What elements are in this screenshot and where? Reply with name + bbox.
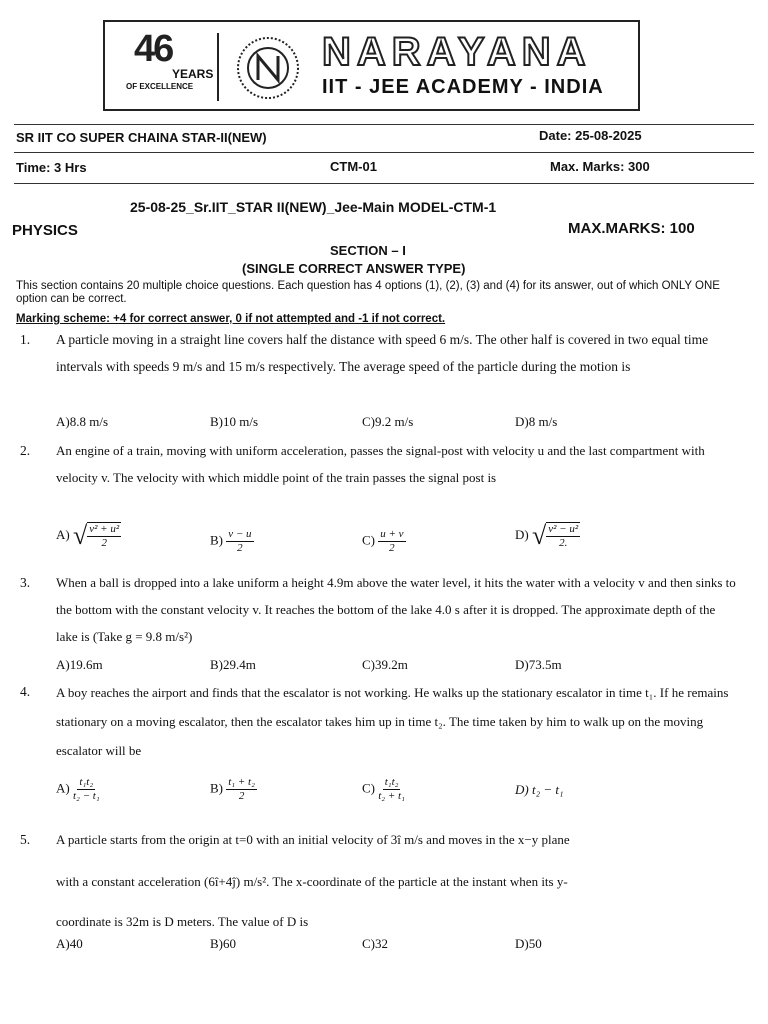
option-d: D)50 bbox=[515, 936, 542, 951]
question-text-line-3: coordinate is 32m is D meters. The value of D is bbox=[56, 914, 309, 929]
question-2 bbox=[20, 437, 738, 517]
option-a: A) √ $\frac{\text{v² + u²}}{2}$ bbox=[56, 521, 120, 550]
option-c: C)9.2 m/s bbox=[362, 414, 414, 429]
option-b: B)60 bbox=[210, 936, 236, 951]
question-text-line-2: with a constant acceleration (6î+4ĵ) m/s². The x-coordinate of the particle at the instant when its y- bbox=[56, 874, 568, 889]
option-a: A) $\frac{\text{t₁t₂}}{\text{t₂ − t₁}}$ bbox=[56, 776, 100, 802]
divider-line bbox=[14, 152, 754, 153]
fraction-denominator: 2 bbox=[238, 790, 245, 802]
question-4 bbox=[20, 678, 738, 768]
option-a: A)19.6m bbox=[56, 657, 103, 672]
option-d: D) √ $\frac{\text{v² − u²}}{2.}$ bbox=[515, 521, 579, 550]
brand-name: NARAYANA bbox=[322, 30, 592, 74]
option-c: C)32 bbox=[362, 936, 388, 951]
question-text: A particle moving in a straight line covers half the distance with speed 6 m/s. The other half is covered in two equal time intervals with speeds 9 m/s and 15 m/s respectively. The average speed of the particle during the motion is bbox=[56, 332, 709, 374]
fraction-numerator: v² + u² bbox=[89, 523, 120, 535]
question-number: 4. bbox=[20, 684, 31, 699]
option-b: B) $\frac{v - u}{2}$ bbox=[210, 528, 252, 554]
option-d: D)8 m/s bbox=[515, 414, 558, 429]
fraction-denominator: 2 bbox=[101, 537, 107, 549]
fraction-numerator: t₁t₂ bbox=[384, 776, 399, 788]
fraction-denominator: 2. bbox=[559, 537, 568, 549]
option-a: A)40 bbox=[56, 936, 83, 951]
option-c: C)39.2m bbox=[362, 657, 408, 672]
subject-name: PHYSICS bbox=[12, 222, 78, 239]
marking-scheme: Marking scheme: +4 for correct answer, 0 if not attempted and -1 if not correct. bbox=[16, 313, 446, 325]
fraction-denominator: 2 bbox=[237, 542, 243, 554]
fraction-denominator: t₂ − t₁ bbox=[72, 790, 100, 802]
option-b: B)10 m/s bbox=[210, 414, 259, 429]
divider-line bbox=[14, 124, 754, 125]
question-3 bbox=[20, 569, 738, 649]
emblem-icon bbox=[228, 30, 308, 102]
question-text: A boy reaches the airport and finds that the escalator is not working. He walks up the stationary escalator in time t₁. If he remains stationary on a moving escalator, then the escalator takes him up in time t₂. The time taken by him to walk up on the moving escalator will be bbox=[56, 685, 729, 758]
brand-subtitle: IIT - JEE ACADEMY - INDIA bbox=[322, 76, 604, 98]
fraction-numerator: u + v bbox=[380, 528, 404, 540]
question-text: An engine of a train, moving with uniform acceleration, passes the signal-post with velocity u and the last compartment with velocity v. The velocity with which middle point of the train passes the signal post is bbox=[56, 443, 705, 485]
exam-title: 25-08-25_Sr.IIT_STAR II(NEW)_Jee-Main MODEL-CTM-1 bbox=[130, 199, 497, 215]
years-logo bbox=[120, 28, 212, 98]
fraction-numerator: t₁ + t₂ bbox=[228, 776, 255, 788]
fraction-numerator: v − u bbox=[228, 528, 252, 540]
question-number: 1. bbox=[20, 332, 31, 347]
question-text-line-1: A particle starts from the origin at t=0 with an initial velocity of 3î m/s and moves in the x−y plane bbox=[56, 832, 570, 847]
years-label: YEARS bbox=[172, 67, 214, 81]
section-heading: SECTION – I bbox=[330, 243, 406, 258]
section-instructions: This section contains 20 multiple choice questions. Each question has 4 options (1), (2), (3) and (4) for its answer, out of which ONLY ONE option can be correct. bbox=[16, 280, 720, 305]
divider-line bbox=[14, 183, 754, 184]
option-a: A)8.8 m/s bbox=[56, 414, 108, 429]
course-name: SR IIT CO SUPER CHAINA STAR-II(NEW) bbox=[16, 130, 267, 145]
question-5 bbox=[20, 826, 738, 856]
years-subtitle: OF EXCELLENCE bbox=[126, 82, 194, 91]
max-marks: Max. Marks: 300 bbox=[550, 159, 650, 174]
option-d: D) t₂ − t₁ bbox=[515, 782, 564, 797]
option-d: D)73.5m bbox=[515, 657, 562, 672]
option-c: C) $\frac{u + v}{2}$ bbox=[362, 528, 404, 554]
option-b: B) $\frac{\text{t₁ + t₂}}{2}$ bbox=[210, 776, 255, 802]
fraction-denominator: 2 bbox=[389, 542, 395, 554]
option-b: B)29.4m bbox=[210, 657, 256, 672]
subject-marks: MAX.MARKS: 100 bbox=[568, 220, 695, 237]
option-c: C) $\frac{\text{t₁t₂}}{\text{t₂ + t₁}}$ bbox=[362, 776, 405, 802]
years-number: 46 bbox=[134, 28, 173, 70]
question-5-line-2 bbox=[20, 868, 738, 898]
exam-time: Time: 3 Hrs bbox=[16, 160, 87, 175]
fraction-denominator: t₂ + t₁ bbox=[378, 790, 405, 802]
exam-date: Date: 25-08-2025 bbox=[539, 128, 642, 143]
question-number: 3. bbox=[20, 575, 31, 590]
question-text: When a ball is dropped into a lake uniform a height 4.9m above the water level, it hits the water with a velocity v and then sinks to the bottom with the constant velocity v. It reaches the bottom of the lake 4.0 s after it is dropped. The approximate depth of the lake is (Take g = 9.8 m/s²) bbox=[56, 575, 736, 644]
logo-divider bbox=[217, 33, 219, 101]
question-number: 5. bbox=[20, 832, 31, 847]
question-number: 2. bbox=[20, 443, 31, 458]
fraction-numerator: v² − u² bbox=[548, 523, 579, 535]
test-code: CTM-01 bbox=[330, 159, 377, 174]
fraction-numerator: t₁t₂ bbox=[79, 776, 94, 788]
section-type: (SINGLE CORRECT ANSWER TYPE) bbox=[242, 261, 466, 276]
question-5-line-3 bbox=[20, 908, 738, 938]
